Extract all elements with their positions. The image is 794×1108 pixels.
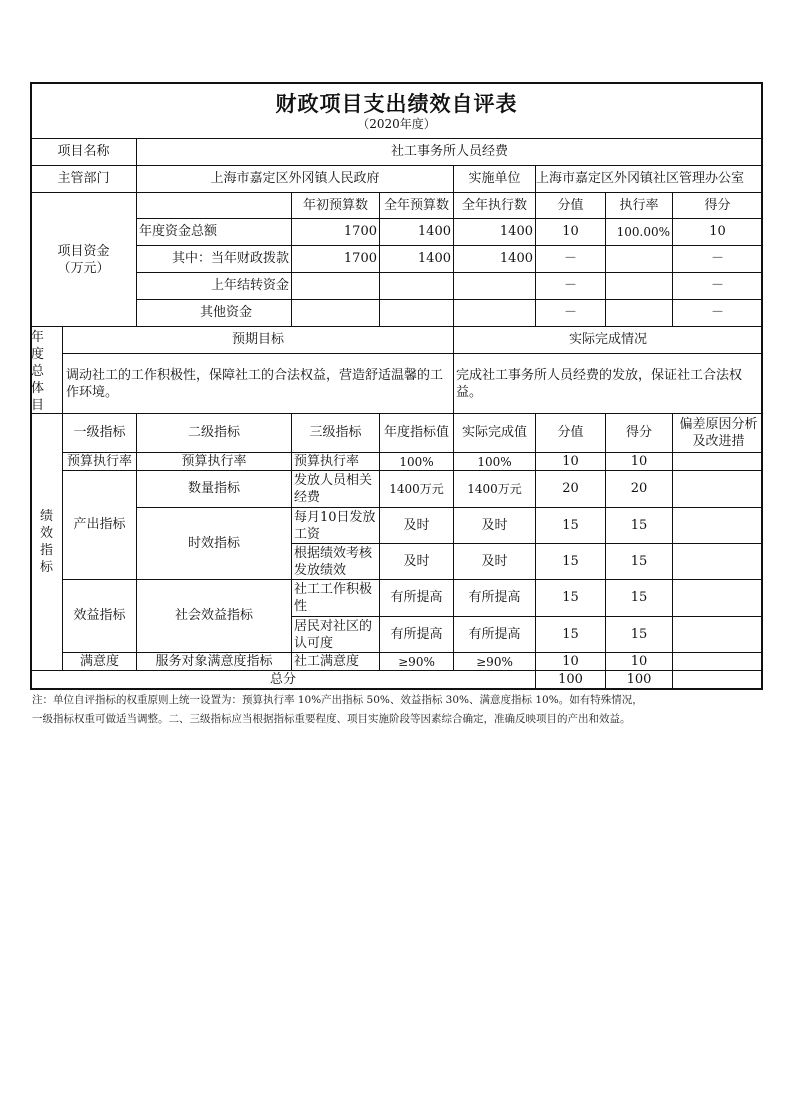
funds-row-rate: 100.00% bbox=[605, 218, 673, 246]
score-cell: 20 bbox=[605, 470, 673, 508]
score-cell: 15 bbox=[605, 616, 673, 653]
funds-row-initial bbox=[291, 299, 380, 327]
funds-row-score: 10 bbox=[672, 218, 763, 246]
funds-row-rate bbox=[605, 245, 673, 273]
weight-cell: 15 bbox=[535, 579, 606, 617]
goals-label-char: 度 bbox=[31, 346, 45, 362]
funds-col-executed: 全年执行数 bbox=[453, 192, 536, 219]
level1-satisfaction: 满意度 bbox=[62, 652, 137, 671]
ind-header-level3: 三级指标 bbox=[291, 413, 380, 453]
expected-goal-text: 调动社工的工作积极性，保障社工的合法权益，营造舒适温馨的工作环境。 bbox=[62, 353, 454, 414]
goals-label-char: 体 bbox=[31, 380, 45, 396]
project-name-label: 项目名称 bbox=[30, 138, 137, 166]
funds-row-annual bbox=[379, 299, 454, 327]
funds-col-annual: 全年预算数 bbox=[379, 192, 454, 219]
funds-row-annual: 1400 bbox=[379, 245, 454, 273]
funds-col-initial: 年初预算数 bbox=[291, 192, 380, 219]
total-label: 总分 bbox=[30, 670, 536, 690]
implementer-label: 实施单位 bbox=[453, 165, 536, 193]
department-label: 主管部门 bbox=[30, 165, 137, 193]
level2-budget-rate: 预算执行率 bbox=[136, 452, 292, 471]
target-cell: 有所提高 bbox=[379, 616, 454, 653]
target-cell: 1400万元 bbox=[379, 470, 454, 508]
funds-row-weight: － bbox=[535, 299, 606, 327]
level1-budget-rate: 预算执行率 bbox=[62, 452, 137, 471]
deviation-cell bbox=[672, 579, 763, 617]
target-cell: 100% bbox=[379, 452, 454, 471]
funds-row-initial: 1700 bbox=[291, 245, 380, 273]
deviation-cell bbox=[672, 543, 763, 580]
ind-header-score: 得分 bbox=[605, 413, 673, 453]
funds-label-line1: 项目资金 bbox=[57, 243, 110, 259]
weight-cell: 10 bbox=[535, 452, 606, 471]
funds-row-executed bbox=[453, 272, 536, 300]
funds-row-annual: 1400 bbox=[379, 218, 454, 246]
level1-output: 产出指标 bbox=[62, 470, 137, 580]
actual-cell: 100% bbox=[453, 452, 536, 471]
actual-result-text: 完成社工事务所人员经费的发放，保证社工合法权益。 bbox=[453, 353, 763, 414]
level2-service-satisfaction: 服务对象满意度指标 bbox=[136, 652, 292, 671]
funds-row-weight: － bbox=[535, 272, 606, 300]
weight-cell: 15 bbox=[535, 543, 606, 580]
actual-cell: 有所提高 bbox=[453, 616, 536, 653]
implementer-value: 上海市嘉定区外冈镇社区管理办公室 bbox=[535, 165, 763, 193]
goals-label-char: 年 bbox=[31, 329, 45, 345]
level3-cell: 根据绩效考核发放绩效 bbox=[291, 543, 380, 580]
indicators-label-char: 绩 bbox=[39, 509, 53, 524]
funds-row-score: － bbox=[672, 299, 763, 327]
level3-cell: 社工工作积极性 bbox=[291, 579, 380, 617]
weight-cell: 10 bbox=[535, 652, 606, 671]
funds-row-weight: 10 bbox=[535, 218, 606, 246]
funds-row-label: 其他资金 bbox=[136, 299, 292, 327]
level2-social-benefit: 社会效益指标 bbox=[136, 579, 292, 653]
actual-result-header: 实际完成情况 bbox=[453, 326, 763, 354]
ind-header-target: 年度指标值 bbox=[379, 413, 454, 453]
target-cell: 及时 bbox=[379, 507, 454, 544]
goals-label-char: 总 bbox=[31, 363, 45, 379]
funds-row-executed bbox=[453, 299, 536, 327]
funds-label-line2: （万元） bbox=[57, 260, 110, 276]
funds-row-label: 上年结转资金 bbox=[136, 272, 292, 300]
funds-row-weight: － bbox=[535, 245, 606, 273]
funds-col-rate: 执行率 bbox=[605, 192, 673, 219]
page-subtitle: （2020年度） bbox=[357, 116, 436, 131]
page-title: 财政项目支出绩效自评表 bbox=[275, 91, 518, 116]
funds-row-label: 年度资金总额 bbox=[136, 218, 292, 246]
footnote-line-1: 注：单位自评指标的权重原则上统一设置为：预算执行率 10%产出指标 50%、效益指标 30%、满意度指标 10%。如有特殊情况， bbox=[32, 694, 643, 706]
ind-header-weight: 分值 bbox=[535, 413, 606, 453]
level2-quantity: 数量指标 bbox=[136, 470, 292, 508]
total-score: 100 bbox=[605, 670, 673, 690]
funds-header-blank bbox=[136, 192, 292, 219]
level2-timeliness: 时效指标 bbox=[136, 507, 292, 580]
score-cell: 15 bbox=[605, 543, 673, 580]
indicators-section-label bbox=[30, 413, 63, 671]
expected-goal-header: 预期目标 bbox=[62, 326, 454, 354]
actual-cell: ≥90% bbox=[453, 652, 536, 671]
funds-row-label: 其中：当年财政拨款 bbox=[136, 245, 292, 273]
total-deviation bbox=[672, 670, 763, 690]
deviation-cell bbox=[672, 616, 763, 653]
funds-row-score: － bbox=[672, 245, 763, 273]
ind-header-actual: 实际完成值 bbox=[453, 413, 536, 453]
indicators-label-char: 标 bbox=[39, 560, 53, 575]
ind-header-level1: 一级指标 bbox=[62, 413, 137, 453]
deviation-cell bbox=[672, 452, 763, 471]
deviation-cell bbox=[672, 507, 763, 544]
indicators-label-char: 指 bbox=[39, 543, 53, 558]
deviation-cell bbox=[672, 652, 763, 671]
actual-cell: 1400万元 bbox=[453, 470, 536, 508]
level3-cell: 发放人员相关经费 bbox=[291, 470, 380, 508]
level3-cell: 预算执行率 bbox=[291, 452, 380, 471]
ind-header-level2: 二级指标 bbox=[136, 413, 292, 453]
target-cell: 及时 bbox=[379, 543, 454, 580]
actual-cell: 有所提高 bbox=[453, 579, 536, 617]
score-cell: 15 bbox=[605, 507, 673, 544]
project-name-value: 社工事务所人员经费 bbox=[136, 138, 763, 166]
indicators-label-char: 效 bbox=[39, 526, 53, 541]
level3-cell: 每月10日发放工资 bbox=[291, 507, 380, 544]
funds-row-executed: 1400 bbox=[453, 218, 536, 246]
target-cell: 有所提高 bbox=[379, 579, 454, 617]
weight-cell: 15 bbox=[535, 507, 606, 544]
funds-row-annual bbox=[379, 272, 454, 300]
score-cell: 10 bbox=[605, 652, 673, 671]
funds-row-executed: 1400 bbox=[453, 245, 536, 273]
goals-section-label bbox=[30, 326, 63, 414]
deviation-cell bbox=[672, 470, 763, 508]
score-cell: 10 bbox=[605, 452, 673, 471]
title-cell bbox=[30, 82, 763, 139]
actual-cell: 及时 bbox=[453, 507, 536, 544]
target-cell: ≥90% bbox=[379, 652, 454, 671]
level3-cell: 社工满意度 bbox=[291, 652, 380, 671]
funds-row-initial bbox=[291, 272, 380, 300]
funds-row-initial: 1700 bbox=[291, 218, 380, 246]
total-weight: 100 bbox=[535, 670, 606, 690]
weight-cell: 20 bbox=[535, 470, 606, 508]
funds-col-weight: 分值 bbox=[535, 192, 606, 219]
funds-col-score: 得分 bbox=[672, 192, 763, 219]
level3-cell: 居民对社区的认可度 bbox=[291, 616, 380, 653]
level1-benefit: 效益指标 bbox=[62, 579, 137, 653]
weight-cell: 15 bbox=[535, 616, 606, 653]
footnote-line-2: 一级指标权重可做适当调整。二、三级指标应当根据指标重要程度、项目实施阶段等因素综合确定，准确反映项目的产出和效益。 bbox=[32, 713, 631, 725]
funds-row-rate bbox=[605, 272, 673, 300]
actual-cell: 及时 bbox=[453, 543, 536, 580]
goals-label-char: 目 bbox=[31, 397, 45, 413]
department-value: 上海市嘉定区外冈镇人民政府 bbox=[136, 165, 454, 193]
funds-row-score: － bbox=[672, 272, 763, 300]
ind-header-deviation: 偏差原因分析及改进措 bbox=[672, 413, 763, 453]
funds-section-label bbox=[30, 192, 137, 327]
funds-row-rate bbox=[605, 299, 673, 327]
score-cell: 15 bbox=[605, 579, 673, 617]
